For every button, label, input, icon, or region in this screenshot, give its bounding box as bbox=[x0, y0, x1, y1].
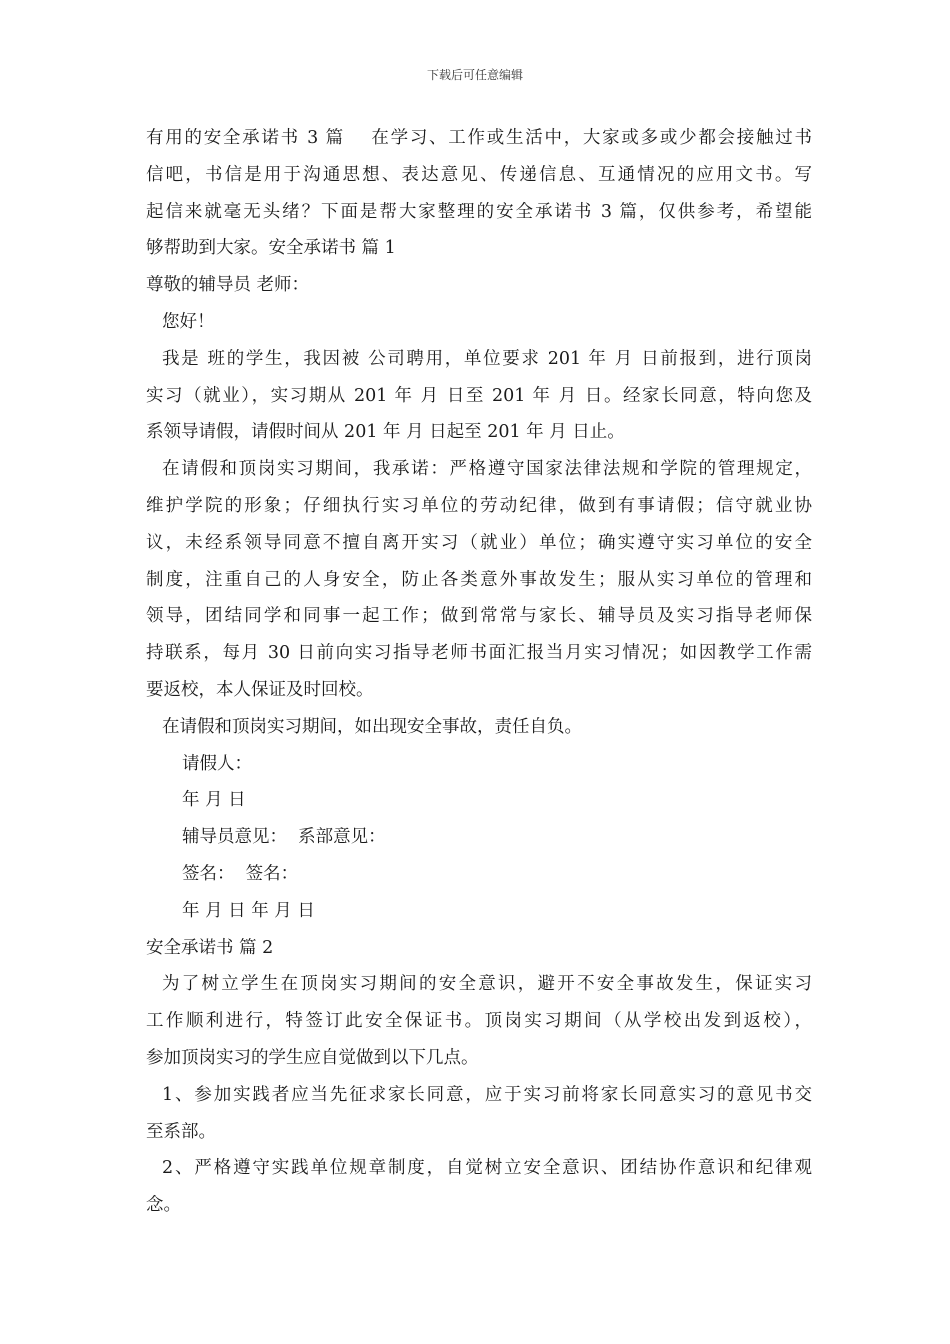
text-line: 起信来就毫无头绪？下面是帮大家整理的安全承诺书 3 篇，仅供参考，希望能 bbox=[146, 201, 812, 222]
text-line: 签名： 签名： bbox=[182, 863, 299, 884]
text-line: 要返校，本人保证及时回校。 bbox=[146, 679, 374, 700]
text-line: 请假人： bbox=[182, 753, 252, 774]
text-line: 信吧，书信是用于沟通思想、表达意见、传递信息、互通情况的应用文书。写 bbox=[146, 164, 812, 185]
document-body bbox=[146, 120, 812, 1224]
text-line: 制度，注重自己的人身安全，防止各类意外事故发生；服从实习单位的管理和 bbox=[146, 569, 812, 590]
text-line: 持联系，每月 30 日前向实习指导老师书面汇报当月实习情况；如因教学工作需 bbox=[146, 643, 812, 664]
text-line: 工作顺利进行，特签订此安全保证书。顶岗实习期间（从学校出发到返校）， bbox=[146, 1011, 812, 1032]
text-line: 够帮助到大家。安全承诺书 篇 1 bbox=[146, 238, 396, 259]
text-line: 参加顶岗实习的学生应自觉做到以下几点。 bbox=[146, 1047, 479, 1068]
text-line: 安全承诺书 篇 2 bbox=[146, 937, 274, 958]
text-line: 年 月 日 年 月 日 bbox=[182, 900, 315, 921]
text-line: 1、参加实践者应当先征求家长同意，应于实习前将家长同意实习的意见书交 bbox=[162, 1084, 812, 1105]
text-line: 系领导请假，请假时间从 201 年 月 日起至 201 年 月 日止。 bbox=[146, 422, 625, 443]
text-line: 实习（就业），实习期从 201 年 月 日至 201 年 月 日。经家长同意，特向您及 bbox=[146, 385, 812, 406]
text-line: 辅导员意见： 系部意见： bbox=[182, 827, 386, 848]
page-header: 下载后可任意编辑 bbox=[426, 68, 523, 82]
text-line: 年 月 日 bbox=[182, 790, 246, 811]
text-line: 有用的安全承诺书 3 篇 在学习、工作或生活中，大家或多或少都会接触过书 bbox=[146, 128, 812, 148]
text-line: 2、严格遵守实践单位规章制度，自觉树立安全意识、团结协作意识和纪律观 bbox=[162, 1158, 812, 1179]
text-line: 在请假和顶岗实习期间，如出现安全事故，责任自负。 bbox=[162, 716, 582, 737]
text-line: 维护学院的形象；仔细执行实习单位的劳动纪律，做到有事请假；信守就业协 bbox=[146, 495, 812, 516]
text-line: 为了树立学生在顶岗实习期间的安全意识，避开不安全事故发生，保证实习 bbox=[162, 974, 812, 995]
text-line: 至系部。 bbox=[146, 1121, 216, 1142]
text-line: 尊敬的辅导员 老师： bbox=[146, 275, 310, 296]
text-line: 领导，团结同学和同事一起工作；做到常常与家长、辅导员及实习指导老师保 bbox=[146, 606, 812, 627]
text-line: 议，未经系领导同意不擅自离开实习（就业）单位；确实遵守实习单位的安全 bbox=[146, 532, 812, 553]
text-line: 我是 班的学生，我因被 公司聘用，单位要求 201 年 月 日前报到，进行顶岗 bbox=[162, 348, 812, 369]
text-line: 念。 bbox=[146, 1195, 181, 1216]
text-line: 您好！ bbox=[162, 311, 215, 332]
text-line: 在请假和顶岗实习期间，我承诺：严格遵守国家法律法规和学院的管理规定， bbox=[162, 459, 812, 480]
